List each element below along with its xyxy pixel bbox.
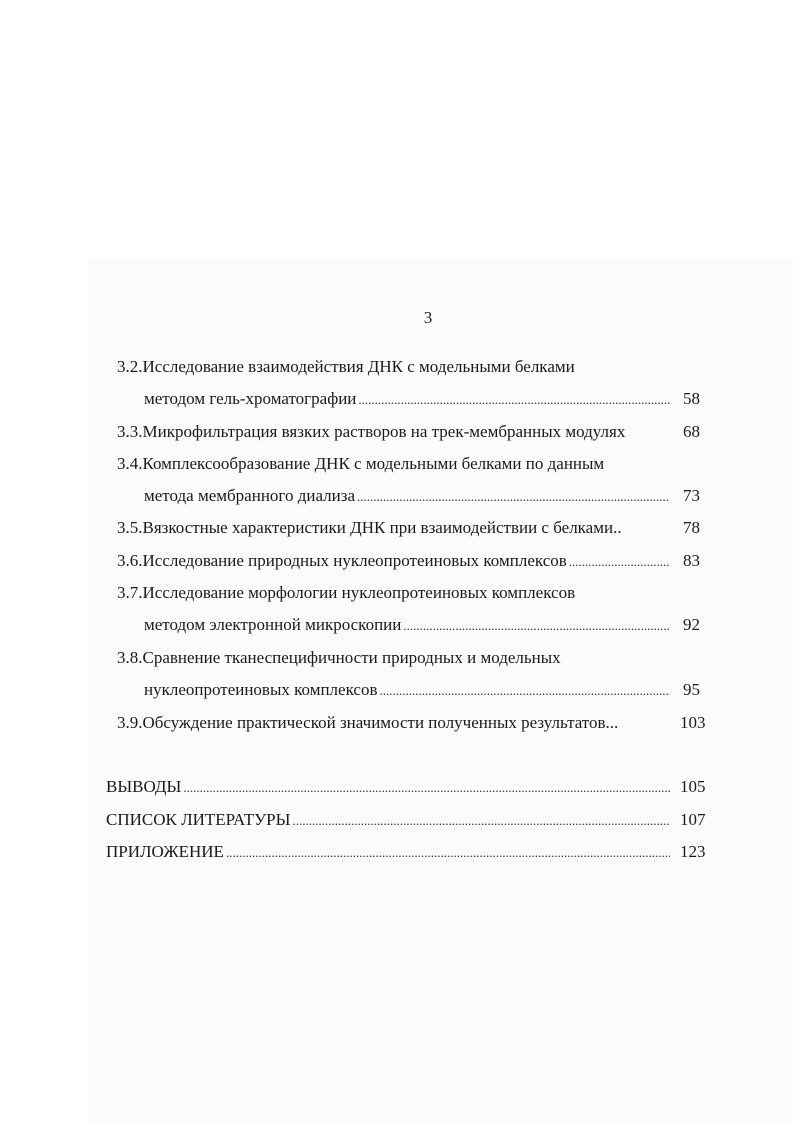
toc-section-appendix-line: [106, 841, 672, 864]
dot-leader: [226, 842, 670, 864]
toc-entry-3-6-page: 83: [683, 551, 700, 570]
dot-leader: [358, 389, 670, 411]
toc-entry-3-4-page: 73: [683, 486, 700, 505]
toc-entry-3-7-continuation: [144, 614, 672, 637]
toc-section-references-page: 107: [680, 810, 706, 829]
toc-section-conclusions-page: 105: [680, 777, 706, 796]
toc-entry-3-7-page: 92: [683, 615, 700, 634]
toc-section-references-line: [106, 809, 672, 832]
dot-leader: [403, 615, 670, 637]
toc-section-appendix-page: 123: [680, 842, 706, 861]
toc-entry-3-2-continuation: [144, 388, 672, 411]
toc-entry-3-2-page: 58: [683, 389, 700, 408]
toc-entry-3-2-title: 3.2.Исследование взаимодействия ДНК с модельными белками: [117, 357, 575, 376]
toc-section-conclusions-title: ВЫВОДЫ: [106, 777, 182, 796]
toc-section-appendix-title: ПРИЛОЖЕНИЕ: [106, 842, 224, 861]
toc-entry-3-4-subtitle: метода мембранного диализа: [144, 486, 355, 505]
toc-entry-3-8-page: 95: [683, 680, 700, 699]
toc-entry-3-3-page: 68: [683, 422, 700, 441]
toc-entry-3-3-title: 3.3.Микрофильтрация вязких растворов на трек-мембранных модулях: [117, 422, 626, 441]
toc-section-references-title: СПИСОК ЛИТЕРАТУРЫ: [106, 810, 291, 829]
toc-entry-3-9-title: 3.9.Обсуждение практической значимости полученных результатов...: [117, 713, 619, 732]
toc-entry-3-9-page: 103: [680, 713, 706, 732]
toc-entry-3-2-subtitle: методом гель-хроматографии: [144, 389, 357, 408]
toc-entry-3-4-title: 3.4.Комплексообразование ДНК с модельными белками по данным: [117, 454, 605, 473]
toc-entry-3-5-page: 78: [683, 518, 700, 537]
toc-section-conclusions-line: [106, 776, 672, 799]
toc-entry-3-4-continuation: [144, 485, 672, 508]
toc-entry-3-6-title: 3.6.Исследование природных нуклеопротеиновых комплексов: [117, 551, 567, 570]
toc-entry-3-8-continuation: [144, 679, 672, 702]
toc-entry-3-7-subtitle: методом электронной микроскопии: [144, 615, 402, 634]
dot-leader: [380, 680, 671, 702]
toc-entry-3-6-line: [117, 550, 672, 573]
dot-leader: [357, 486, 670, 508]
toc-entry-3-5-title: 3.5.Вязкостные характеристики ДНК при взаимодействии с белками..: [117, 518, 622, 537]
dot-leader: [183, 777, 670, 799]
toc-entry-3-8-subtitle: нуклеопротеиновых комплексов: [144, 680, 378, 699]
toc-entry-3-7-title: 3.7.Исследование морфологии нуклеопротеиновых комплексов: [117, 583, 576, 602]
dot-leader: [292, 810, 670, 832]
toc-entry-3-8-title: 3.8.Сравнение тканеспецифичности природных и модельных: [117, 648, 561, 667]
dot-leader: [569, 551, 670, 573]
page-number: 3: [423, 308, 433, 327]
